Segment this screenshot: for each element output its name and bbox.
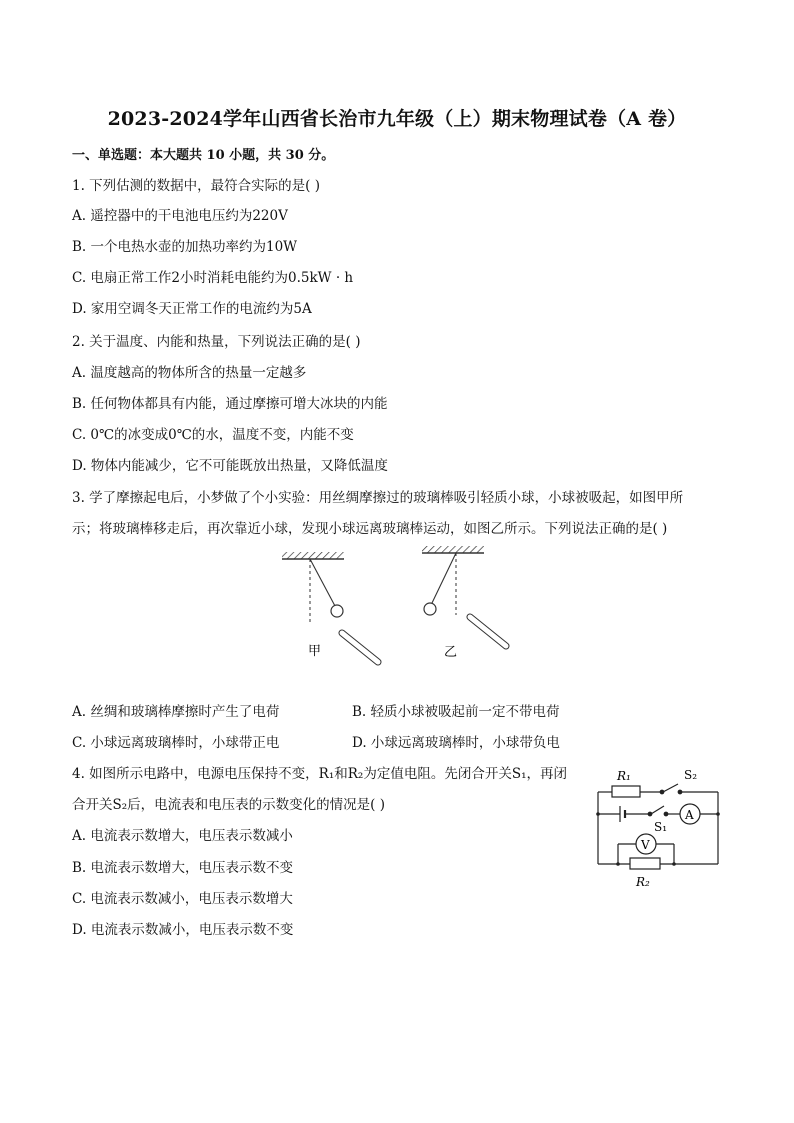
q3-option-a: A. 丝绸和玻璃棒摩擦时产生了电荷 xyxy=(72,704,280,720)
label-r2: R₂ xyxy=(636,875,650,889)
q1-option-a: A. 遥控器中的干电池电压约为220V xyxy=(72,208,288,224)
section-heading: 一、单选题：本大题共 10 小题，共 30 分。 xyxy=(72,148,335,163)
q4-option-b: B. 电流表示数增大，电压表示数不变 xyxy=(72,860,294,876)
right-thread xyxy=(432,553,456,603)
q1-option-d: D. 家用空调冬天正常工作的电流约为5A xyxy=(72,301,312,317)
q3-option-c: C. 小球远离玻璃棒时，小球带正电 xyxy=(72,735,280,751)
label-s2: S₂ xyxy=(684,768,698,782)
q2-stem: 2. 关于温度、内能和热量，下列说法正确的是( ) xyxy=(72,334,361,350)
q3-stem-line2: 示；将玻璃棒移走后，再次靠近小球，发现小球远离玻璃棒运动，如图乙所示。下列说法正确的是( ) xyxy=(72,521,668,537)
label-r1: R₁ xyxy=(617,769,631,783)
q3-option-d: D. 小球远离玻璃棒时，小球带负电 xyxy=(352,735,560,751)
left-ball xyxy=(331,605,343,617)
q3-option-b: B. 轻质小球被吸起前一定不带电荷 xyxy=(352,704,560,720)
fig-label-yi: 乙 xyxy=(444,645,458,660)
label-s1: S₁ xyxy=(654,820,668,834)
q4-option-c: C. 电流表示数减小，电压表示数增大 xyxy=(72,891,293,907)
q2-option-a: A. 温度越高的物体所含的热量一定越多 xyxy=(72,365,307,381)
resistor-r1 xyxy=(612,786,640,797)
resistor-r2 xyxy=(630,858,660,869)
left-glass-rod xyxy=(342,633,378,662)
left-thread xyxy=(310,559,335,606)
switch-s2 xyxy=(663,784,678,792)
q4-circuit-diagram xyxy=(590,762,730,894)
q3-figure xyxy=(270,540,530,675)
label-voltmeter: V xyxy=(641,838,650,852)
right-glass-rod xyxy=(470,617,506,646)
right-support xyxy=(422,546,484,553)
q1-stem: 1. 下列估测的数据中，最符合实际的是( ) xyxy=(72,178,320,194)
fig-label-jia: 甲 xyxy=(308,644,322,659)
q4-stem-line1: 4. 如图所示电路中，电源电压保持不变，R₁和R₂为定值电阻。先闭合开关S₁，再闭 xyxy=(72,766,567,782)
q1-option-c: C. 电扇正常工作2小时消耗电能约为0.5kW · h xyxy=(72,270,354,286)
switch-s1 xyxy=(651,806,664,814)
q3-stem-line1: 3. 学了摩擦起电后，小梦做了个小实验：用丝绸摩擦过的玻璃棒吸引轻质小球，小球被吸起，如图甲所 xyxy=(72,490,684,506)
q4-option-d: D. 电流表示数减小，电压表示数不变 xyxy=(72,922,294,938)
left-support xyxy=(282,552,344,559)
q4-stem-line2: 合开关S₂后，电流表和电压表的示数变化的情况是( ) xyxy=(72,797,385,813)
q4-option-a: A. 电流表示数增大，电压表示数减小 xyxy=(72,828,293,844)
page-title: 2023-2024学年山西省长治市九年级（上）期末物理试卷（A 卷） xyxy=(107,108,687,130)
q2-option-c: C. 0℃的冰变成0℃的水，温度不变，内能不变 xyxy=(72,427,354,443)
q2-option-b: B. 任何物体都具有内能，通过摩擦可增大冰块的内能 xyxy=(72,396,388,412)
q2-option-d: D. 物体内能减少，它不可能既放出热量，又降低温度 xyxy=(72,458,388,474)
label-ammeter: A xyxy=(685,808,694,822)
q1-option-b: B. 一个电热水壶的加热功率约为10W xyxy=(72,239,298,255)
right-ball xyxy=(424,603,436,615)
